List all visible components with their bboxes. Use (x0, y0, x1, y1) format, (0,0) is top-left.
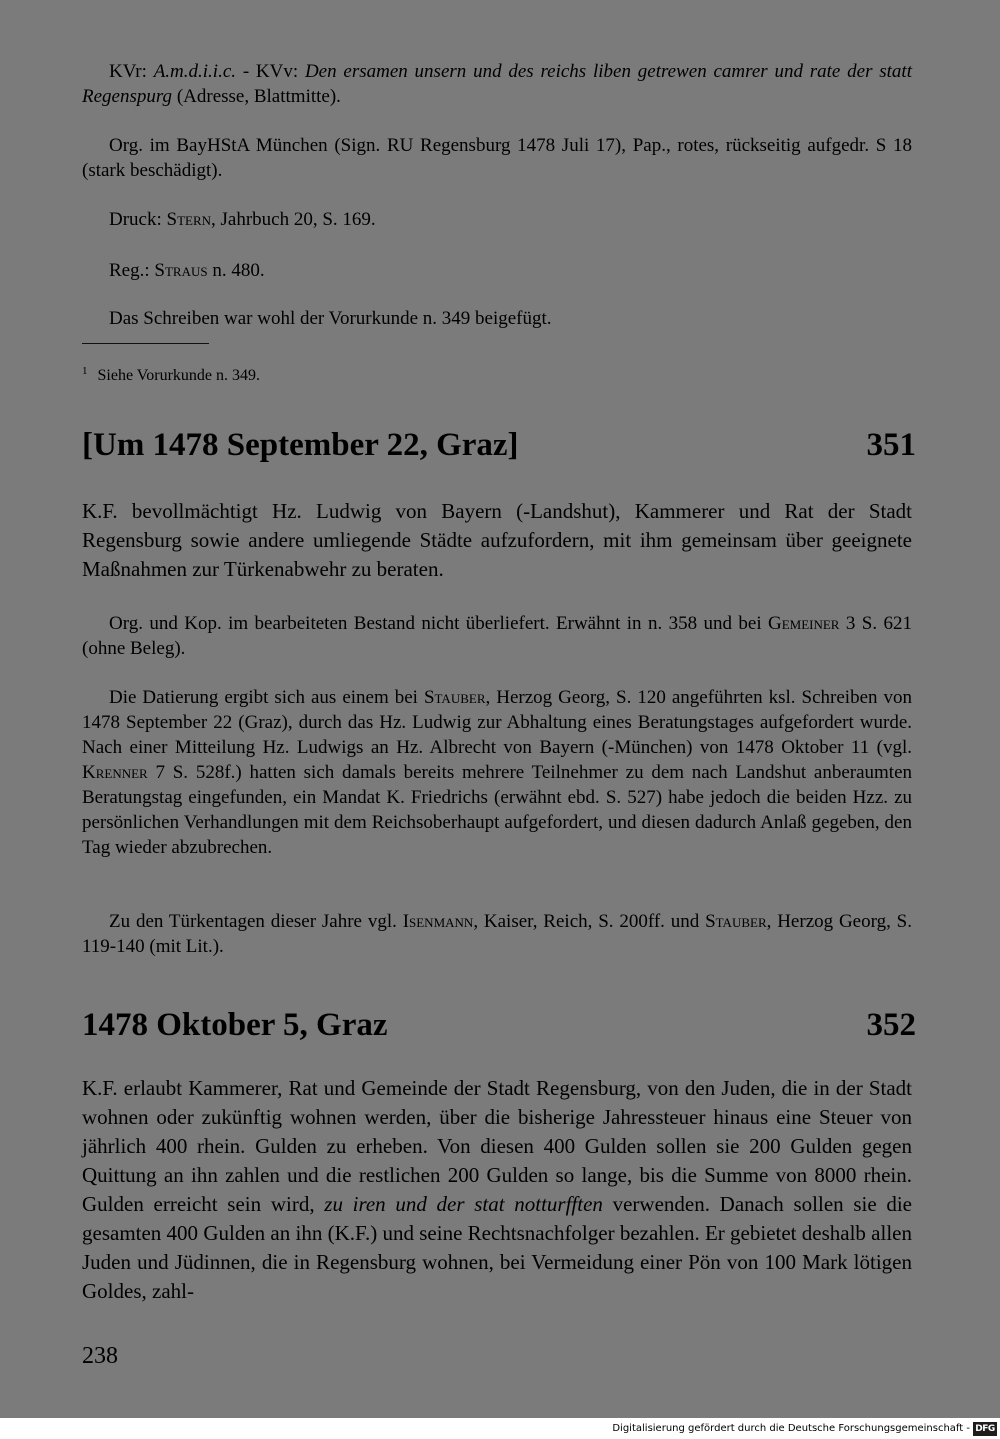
kvr-value: A.m.d.i.i.c. (153, 61, 237, 82)
entry-351-tradition (82, 611, 912, 661)
regest-352-text-a: K.F. erlaubt Kammerer, Rat und Gemeinde der Stadt Regensburg, von den Juden, die in der Stadt wohnen oder zukünftig wohnen werden, über die bisherige Jahressteuer hinaus eine Steuer von jährlich 400 rhein. Gulden zu erheben. Von diesen 400 Gulden sollen sie 200 Gulden gegen Quittung an ihn zahlen und die restlichen 200 Gulden so lange, bis die Summe von 8000 rhein. Gulden erreicht sein wird, (82, 1076, 912, 1216)
reg-author: Straus (154, 260, 208, 281)
kvr-label: KVr: (109, 61, 154, 82)
funding-credit: Digitalisierung gefördert durch die Deutsche Forschungsgemeinschaft - (612, 1423, 970, 1434)
reg-rest: n. 480. (207, 260, 265, 281)
comment-author-krenner: Krenner (82, 762, 148, 783)
entry-351-heading (82, 425, 916, 465)
tradition-author: Gemeiner (767, 613, 840, 634)
comment-author-stauber: Stauber (423, 687, 486, 708)
endorsement-note (82, 59, 912, 109)
entry-352-date-place: 1478 Oktober 5, Graz (82, 1007, 388, 1043)
entry-351-comment (82, 685, 912, 860)
entry-351-literature (82, 909, 912, 959)
lit-text-a: Zu den Türkentagen dieser Jahre vgl. (109, 911, 403, 932)
footnote-mark: 1 (82, 365, 88, 377)
lit-text-b: , Kaiser, Reich, S. 200ff. und (473, 911, 706, 932)
kvv-note: (Adresse, Blattmitte). (172, 86, 341, 107)
comment-text-c: 7 S. 528f.) hatten sich damals bereits mehrere Teilnehmer zu dem nach Landshut anberaumten Beratungstag eingefunden, ein Mandat K. Friedrichs (erwähnt ebd. S. 527) habe jedoch die beiden Hzz. zu persönlichen Verhandlungen mit dem Reichsoberhaupt aufgefordert, und diesen dadurch Anlaß gegeben, den Tag wieder abzubrechen. (82, 762, 912, 858)
regest-352-text-b: verwenden. Danach sollen sie die gesamten 400 Gulden an ihn (K.F.) und seine Rechtsnachfolger bezahlen. Er gebietet deshalb allen Juden und Jüdinnen, die in Regensburg wohnen, bei Vermeidung einer Pön von 100 Mark lötigen Goldes, zahl- (82, 1192, 912, 1303)
print-reference (82, 207, 912, 232)
original-source-note: Org. im BayHStA München (Sign. RU Regensburg 1478 Juli 17), Pap., rotes, rückseitig aufgedr. S 18 (stark beschädigt). (82, 135, 912, 181)
tradition-text-b: 3 S. 621 (ohne Beleg). (82, 613, 912, 659)
regest-352-quote: zu iren und der stat notturfften (324, 1192, 603, 1216)
tradition-text-a: Org. und Kop. im bearbeiteten Bestand nicht überliefert. Erwähnt in n. 358 und bei (109, 613, 768, 634)
kvv-label: - KVv: (236, 61, 305, 82)
dfg-logo-icon: DFG (973, 1422, 997, 1436)
entry-351-regest: K.F. bevollmächtigt Hz. Ludwig von Bayern (-Landshut), Kammerer und Rat der Stadt Regensburg sowie andere umliegende Städte aufzufordern, mit ihm gemeinsam über geeignete Maßnahmen zur Türkenabwehr zu beraten. (82, 499, 912, 581)
druck-author: Stern (166, 209, 212, 230)
remark: Das Schreiben war wohl der Vorurkunde n. 349 beigefügt. (109, 308, 552, 329)
lit-author-stauber: Stauber (705, 911, 767, 932)
comment-text-b: , Herzog Georg, S. 120 angeführten ksl. Schreiben von 1478 September 22 (Graz), durch das Hz. Ludwig zur Abhaltung eines Beratungstages aufgefordert wurde. Nach einer Mitteilung Hz. Ludwigs an Hz. Albrecht von Bayern (-München) von 1478 Oktober 11 (vgl. (82, 687, 913, 758)
druck-label: Druck: (109, 209, 167, 230)
druck-rest: , Jahrbuch 20, S. 169. (211, 209, 376, 230)
reg-label: Reg.: (109, 260, 155, 281)
entry-352-number: 352 (866, 1007, 916, 1043)
lit-author-isenmann: Isenmann (402, 911, 474, 932)
regest-reference (82, 258, 912, 283)
lit-text-c: , Herzog Georg, S. 119-140 (mit Lit.). (82, 911, 912, 957)
comment-text-a: Die Datierung ergibt sich aus einem bei (109, 687, 424, 708)
entry-351-number: 351 (866, 427, 916, 463)
page-number: 238 (82, 1343, 118, 1369)
entry-351-date-place: [Um 1478 September 22, Graz] (82, 427, 519, 463)
entry-352-heading (82, 1005, 916, 1045)
footnote-divider (82, 343, 209, 344)
entry-352-regest (82, 1074, 912, 1306)
kvv-value: Den ersamen unsern und des reichs liben getrewen camrer und rate der statt Regenspurg (82, 61, 912, 107)
footnote (82, 361, 260, 386)
footnote-text: Siehe Vorurkunde n. 349. (97, 367, 261, 384)
